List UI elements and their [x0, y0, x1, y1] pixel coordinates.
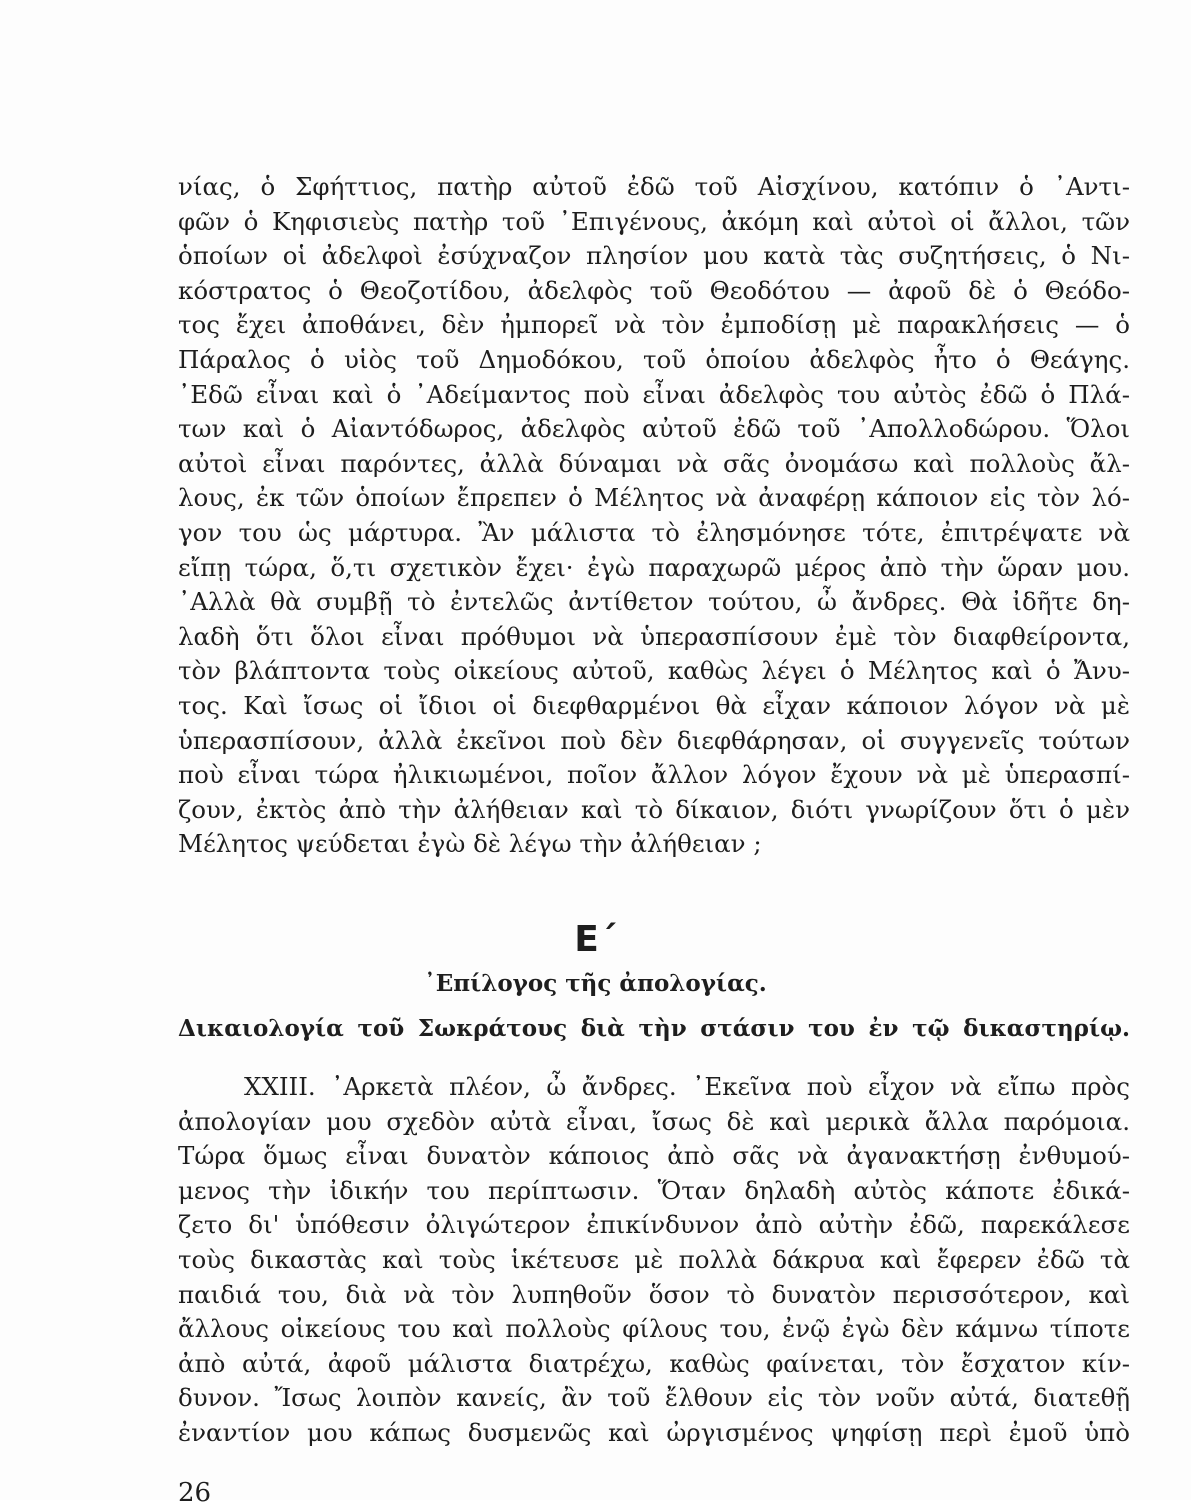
text-line: τὸν βλάπτοντα τοὺς οἰκείους αὐτοῦ, καθὼς λέγει ὁ Μέλητος καὶ ὁ Ἄνυ- [178, 656, 1130, 686]
text-line: ζετο δι' ὑπόθεσιν ὀλιγώτερον ἐπικίνδυνον ἀπὸ αὐτὴν ἐδῶ, παρεκάλεσε [178, 1210, 1130, 1240]
text-line: νίας, ὁ Σφήττιος, πατὴρ αὐτοῦ ἐδῶ τοῦ Αἰσχίνου, κατόπιν ὁ ᾿Αντι- [178, 172, 1130, 201]
text-line: Μέλητος ψεύδεται ἐγὼ δὲ λέγω τὴν ἀλήθειαν ; [178, 829, 762, 859]
text-line: λους, ἐκ τῶν ὁποίων ἔπρεπεν ὁ Μέλητος νὰ ἀναφέρῃ κάποιον εἰς τὸν λό- [178, 483, 1130, 513]
text-line: τοὺς δικαστὰς καὶ τοὺς ἱκέτευσε μὲ πολλὰ δάκρυα καὶ ἔφερεν ἐδῶ τὰ [178, 1244, 1130, 1274]
section-letter: Ε΄ [574, 919, 617, 960]
text-line: Πάραλος ὁ υἱὸς τοῦ Δημοδόκου, τοῦ ὁποίου ἀδελφὸς ἦτο ὁ Θεάγης. [178, 344, 1130, 374]
text-line: ὁποίων οἱ ἀδελφοὶ ἐσύχναζον πλησίον μου κατὰ τὰς συζητήσεις, ὁ Νι- [178, 241, 1130, 271]
section-subheading: Δικαιολογία τοῦ Σωκράτους διὰ τὴν στάσιν του ἐν τῷ δικαστηρίῳ. [178, 1015, 1130, 1042]
text-line: ὑπερασπίσουν, ἀλλὰ ἐκεῖνοι ποὺ δὲν διεφθάρησαν, οἱ συγγενεῖς τούτων [178, 725, 1130, 755]
text-line: ποὺ εἶναι τώρα ἠλικιωμένοι, ποῖον ἄλλον λόγον ἔχουν νὰ μὲ ὑπερασπί- [178, 760, 1130, 790]
text-line: εἴπῃ τώρα, ὅ,τι σχετικὸν ἔχει· ἐγὼ παραχωρῶ μέρος ἀπὸ τὴν ὥραν μου. [178, 552, 1130, 582]
text-line: τος ἔχει ἀποθάνει, δὲν ἠμπορεῖ νὰ τὸν ἐμποδίσῃ μὲ παρακλήσεις — ὁ [178, 310, 1130, 340]
text-line: XXIII. ᾿Αρκετὰ πλέον, ὦ ἄνδρες. ᾿Εκεῖνα ποὺ εἶχον νὰ εἴπω πρὸς [244, 1072, 1130, 1101]
text-line: των καὶ ὁ Αἰαντόδωρος, ἀδελφὸς αὐτοῦ ἐδῶ τοῦ ᾿Απολλοδώρου. Ὅλοι [178, 414, 1130, 444]
text-line: ζουν, ἐκτὸς ἀπὸ τὴν ἀλήθειαν καὶ τὸ δίκαιον, διότι γνωρίζουν ὅτι ὁ μὲν [178, 794, 1130, 824]
paragraph-xxiii [178, 1070, 1130, 1451]
text-line: λαδὴ ὅτι ὅλοι εἶναι πρόθυμοι νὰ ὑπερασπίσουν ἐμὲ τὸν διαφθείροντα, [178, 621, 1130, 651]
text-line: παιδιά του, διὰ νὰ τὸν λυπηθοῦν ὅσον τὸ δυνατὸν περισσότερον, καὶ [178, 1279, 1130, 1309]
text-line: κόστρατος ὁ Θεοζοτίδου, ἀδελφὸς τοῦ Θεοδότου — ἀφοῦ δὲ ὁ Θεόδο- [178, 275, 1130, 305]
page-number: 26 [178, 1478, 212, 1508]
section-heading: ᾿Επίλογος τῆς ἀπολογίας. [424, 970, 767, 997]
text-line: μενος τὴν ἰδικήν του περίπτωσιν. Ὅταν δηλαδὴ αὐτὸς κάποτε ἐδικά- [178, 1175, 1130, 1205]
text-line: ἐναντίον μου κάπως δυσμενῶς καὶ ὠργισμένος ψηφίσῃ περὶ ἐμοῦ ὑπὸ [178, 1417, 1130, 1447]
text-line: τος. Καὶ ἴσως οἱ ἴδιοι οἱ διεφθαρμένοι θὰ εἶχαν κάποιον λόγον νὰ μὲ [178, 690, 1130, 720]
text-line: ἀπολογίαν μου σχεδὸν αὐτὰ εἶναι, ἴσως δὲ καὶ μερικὰ ἄλλα παρόμοια. [178, 1106, 1130, 1136]
text-line: γον του ὡς μάρτυρα. Ἂν μάλιστα τὸ ἐλησμόνησε τότε, ἐπιτρέψατε νὰ [178, 517, 1130, 547]
text-line: ᾿Εδῶ εἶναι καὶ ὁ ᾿Αδείμαντος ποὺ εἶναι ἀδελφὸς του αὐτὸς ἐδῶ ὁ Πλά- [178, 379, 1130, 409]
text-line: Τώρα ὅμως εἶναι δυνατὸν κάποιος ἀπὸ σᾶς νὰ ἀγανακτήσῃ ἐνθυμού- [178, 1141, 1130, 1171]
text-line: δυνον. Ἴσως λοιπὸν κανείς, ἂν τοῦ ἔλθουν εἰς τὸν νοῦν αὐτά, διατεθῇ [178, 1383, 1130, 1413]
text-line: αὐτοὶ εἶναι παρόντες, ἀλλὰ δύναμαι νὰ σᾶς ὀνομάσω καὶ πολλοὺς ἄλ- [178, 448, 1130, 478]
text-line: ᾿Αλλὰ θὰ συμβῇ τὸ ἐντελῶς ἀντίθετον τούτου, ὦ ἄνδρες. Θὰ ἰδῆτε δη- [178, 587, 1130, 617]
paragraph-continued [178, 170, 1130, 862]
text-line: ἄλλους οἰκείους του καὶ πολλοὺς φίλους του, ἐνῷ ἐγὼ δὲν κάμνω τίποτε [178, 1314, 1130, 1344]
text-line: φῶν ὁ Κηφισιεὺς πατὴρ τοῦ ᾿Επιγένους, ἀκόμη καὶ αὐτοὶ οἱ ἄλλοι, τῶν [178, 206, 1130, 236]
text-line: ἀπὸ αὐτά, ἀφοῦ μάλιστα διατρέχω, καθὼς φαίνεται, τὸν ἔσχατον κίν- [178, 1348, 1130, 1378]
